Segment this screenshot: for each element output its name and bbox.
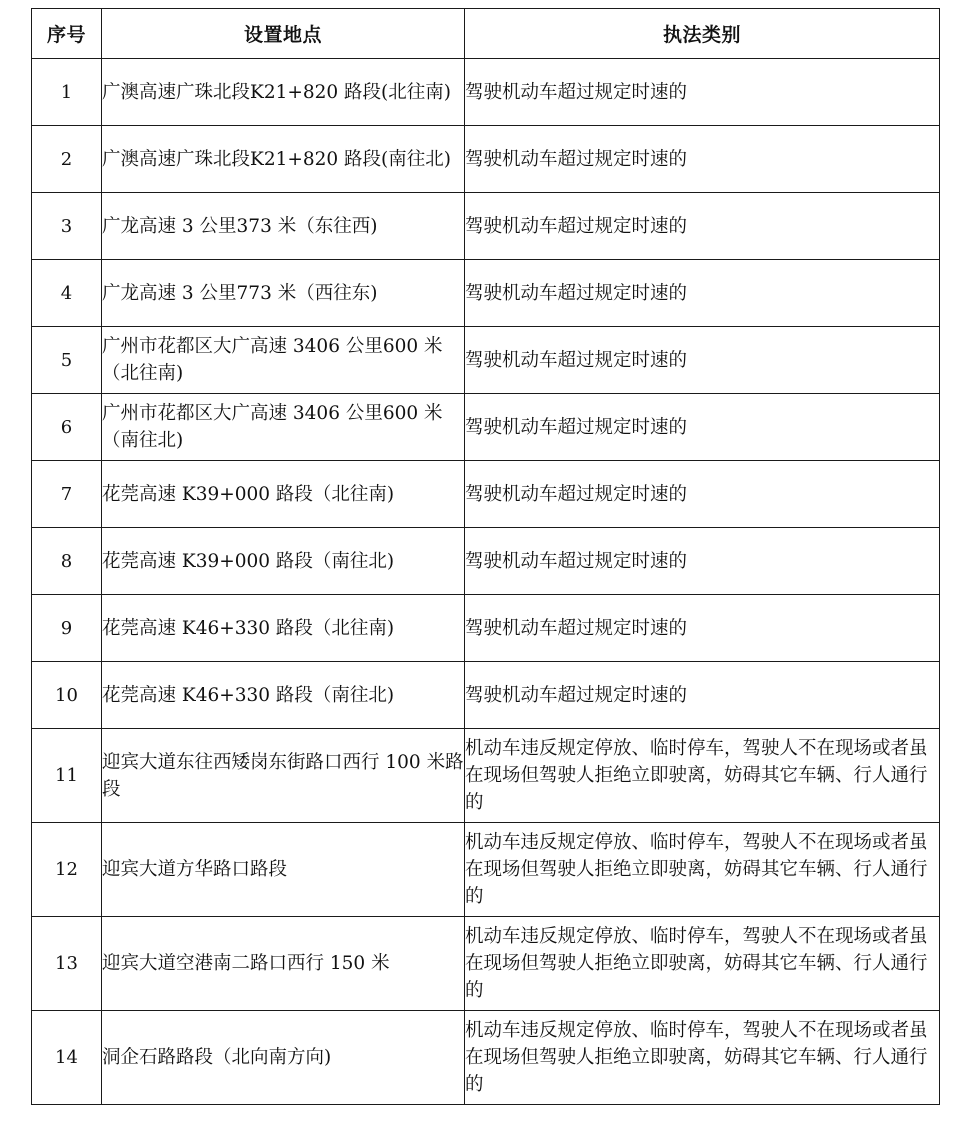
row-category: 驾驶机动车超过规定时速的 <box>465 126 940 193</box>
table-row <box>32 193 940 260</box>
row-location: 花莞高速 K39+000 路段（北往南) <box>102 461 465 528</box>
table-row <box>32 729 940 823</box>
row-location: 花莞高速 K46+330 路段（南往北) <box>102 662 465 729</box>
row-location: 广澳高速广珠北段K21+820 路段(北往南) <box>102 59 465 126</box>
row-location: 迎宾大道方华路口路段 <box>102 823 465 917</box>
row-category: 驾驶机动车超过规定时速的 <box>465 394 940 461</box>
row-number: 3 <box>32 193 102 260</box>
row-location: 广州市花都区大广高速 3406 公里600 米（南往北) <box>102 394 465 461</box>
header-location: 设置地点 <box>102 9 465 59</box>
row-number: 4 <box>32 260 102 327</box>
row-category: 驾驶机动车超过规定时速的 <box>465 461 940 528</box>
row-category: 驾驶机动车超过规定时速的 <box>465 662 940 729</box>
table-row <box>32 327 940 394</box>
row-location: 洞企石路路段（北向南方向) <box>102 1011 465 1105</box>
table-row <box>32 1011 940 1105</box>
row-category: 机动车违反规定停放、临时停车，驾驶人不在现场或者虽在现场但驾驶人拒绝立即驶离，妨碍其它车辆、行人通行的 <box>465 1011 940 1105</box>
row-number: 10 <box>32 662 102 729</box>
table-row <box>32 126 940 193</box>
row-category: 驾驶机动车超过规定时速的 <box>465 260 940 327</box>
row-number: 6 <box>32 394 102 461</box>
row-number: 5 <box>32 327 102 394</box>
row-category: 驾驶机动车超过规定时速的 <box>465 595 940 662</box>
row-category: 驾驶机动车超过规定时速的 <box>465 528 940 595</box>
table-row <box>32 528 940 595</box>
row-category: 机动车违反规定停放、临时停车，驾驶人不在现场或者虽在现场但驾驶人拒绝立即驶离，妨碍其它车辆、行人通行的 <box>465 823 940 917</box>
header-enforcement-category: 执法类别 <box>465 9 940 59</box>
row-location: 迎宾大道空港南二路口西行 150 米 <box>102 917 465 1011</box>
row-location: 广龙高速 3 公里373 米（东往西) <box>102 193 465 260</box>
row-number: 14 <box>32 1011 102 1105</box>
row-location: 迎宾大道东往西矮岗东街路口西行 100 米路段 <box>102 729 465 823</box>
table-row <box>32 823 940 917</box>
table-row <box>32 662 940 729</box>
row-number: 7 <box>32 461 102 528</box>
row-number: 8 <box>32 528 102 595</box>
row-location: 广州市花都区大广高速 3406 公里600 米（北往南) <box>102 327 465 394</box>
row-location: 广澳高速广珠北段K21+820 路段(南往北) <box>102 126 465 193</box>
row-category: 机动车违反规定停放、临时停车，驾驶人不在现场或者虽在现场但驾驶人拒绝立即驶离，妨碍其它车辆、行人通行的 <box>465 729 940 823</box>
row-number: 2 <box>32 126 102 193</box>
table-row <box>32 59 940 126</box>
enforcement-locations-table <box>31 8 940 1105</box>
row-number: 12 <box>32 823 102 917</box>
table-header-row <box>32 9 940 59</box>
row-category: 驾驶机动车超过规定时速的 <box>465 59 940 126</box>
header-serial-number: 序号 <box>32 9 102 59</box>
row-location: 花莞高速 K46+330 路段（北往南) <box>102 595 465 662</box>
table-row <box>32 461 940 528</box>
row-category: 机动车违反规定停放、临时停车，驾驶人不在现场或者虽在现场但驾驶人拒绝立即驶离，妨碍其它车辆、行人通行的 <box>465 917 940 1011</box>
row-number: 13 <box>32 917 102 1011</box>
table-row <box>32 260 940 327</box>
row-location: 花莞高速 K39+000 路段（南往北) <box>102 528 465 595</box>
row-number: 11 <box>32 729 102 823</box>
row-location: 广龙高速 3 公里773 米（西往东) <box>102 260 465 327</box>
row-number: 9 <box>32 595 102 662</box>
row-category: 驾驶机动车超过规定时速的 <box>465 193 940 260</box>
table-row <box>32 917 940 1011</box>
table-row <box>32 595 940 662</box>
row-category: 驾驶机动车超过规定时速的 <box>465 327 940 394</box>
row-number: 1 <box>32 59 102 126</box>
table-row <box>32 394 940 461</box>
